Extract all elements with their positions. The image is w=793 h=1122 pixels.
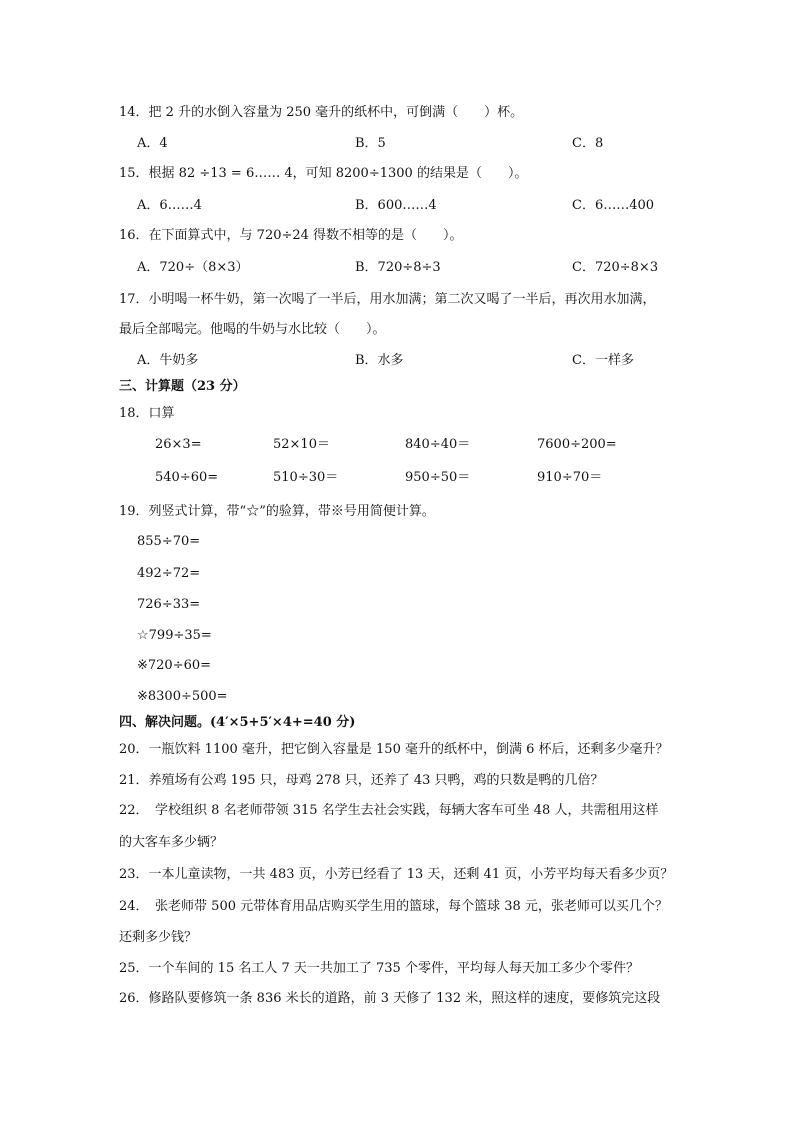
q19-item: ※8300÷500= — [137, 689, 228, 704]
problem-q22-line1: 22． 学校组织 8 名老师带领 315 名学生去社会实践，每辆大客车可坐 48 人，共需租用这样 — [119, 803, 659, 818]
q15-text: 15．根据 82 ÷13 = 6…… 4，可知 8200÷1300 的结果是（ ）。 — [119, 166, 528, 181]
q19-item: 855÷70= — [137, 534, 201, 549]
q19-item: 726÷33= — [137, 597, 201, 612]
q18-item: 950÷50＝ — [405, 470, 471, 485]
q15-option-a: A．6……4 — [137, 198, 202, 213]
q18-item: 910÷70＝ — [537, 470, 603, 485]
q14-option-a: A．4 — [137, 136, 168, 151]
problem-q22-line2: 的大客车多少辆？ — [119, 835, 224, 850]
q18-item: 52×10＝ — [273, 437, 330, 452]
problem-q23: 23．一本儿童读物，一共 483 页，小芳已经看了 13 天，还剩 41 页，小芳平均每天看多少页？ — [119, 867, 674, 882]
q19-title: 19．列竖式计算，带“☆”的验算，带※号用简便计算。 — [119, 504, 435, 519]
q16-option-a: A．720÷（8×3） — [137, 260, 249, 275]
q18-item: 510÷30＝ — [273, 470, 339, 485]
q19-item: 492÷72= — [137, 566, 201, 581]
q17-option-b: B．水多 — [355, 353, 404, 368]
problem-q24-line2: 还剩多少钱？ — [119, 930, 198, 945]
q18-item: 840÷40＝ — [405, 437, 471, 452]
q18-item: 26×3= — [155, 437, 202, 452]
q18-item: 7600÷200= — [537, 437, 617, 452]
q17-option-c: C．一样多 — [572, 353, 634, 368]
q17-text-line1: 17．小明喝一杯牛奶，第一次喝了一半后，用水加满；第二次又喝了一半后，再次用水加满， — [119, 292, 656, 307]
problem-q24-line1: 24． 张老师带 500 元带体育用品店购买学生用的篮球，每个篮球 38 元，张老师可以买几个？ — [119, 899, 668, 914]
section3-heading: 三、计算题（23 分） — [119, 379, 246, 394]
q16-option-c: C．720÷8×3 — [572, 260, 659, 275]
q18-title: 18．口算 — [119, 406, 175, 421]
problem-q25: 25．一个车间的 15 名工人 7 天一共加工了 735 个零件，平均每人每天加工多少个零件？ — [119, 961, 639, 976]
q16-option-b: B．720÷8÷3 — [355, 260, 441, 275]
problem-q20: 20．一瓶饮料 1100 毫升，把它倒入容量是 150 毫升的纸杯中，倒满 6 杯后，还剩多少毫升？ — [119, 742, 669, 757]
q14-option-c: C．8 — [572, 136, 604, 151]
q17-text-line2: 最后全部喝完。他喝的牛奶与水比较（ ）。 — [119, 322, 386, 337]
section4-heading: 四、解决问题。(4′×5+5′×4+=40 分) — [119, 715, 356, 730]
q15-option-b: B．600……4 — [355, 198, 437, 213]
problem-q21: 21．养殖场有公鸡 195 只，母鸡 278 只，还养了 43 只鸭，鸡的只数是鸭的几倍？ — [119, 773, 604, 788]
q19-item: ※720÷60= — [137, 658, 212, 673]
q16-text: 16．在下面算式中，与 720÷24 得数不相等的是（ ）。 — [119, 228, 463, 243]
problem-q26: 26．修路队要修筑一条 836 米长的道路，前 3 天修了 132 米，照这样的速度，要修筑完这段 — [119, 991, 661, 1006]
q19-item: ☆799÷35= — [137, 628, 212, 643]
q17-option-a: A．牛奶多 — [137, 353, 199, 368]
q14-option-b: B．5 — [355, 136, 386, 151]
q14-text: 14．把 2 升的水倒入容量为 250 毫升的纸杯中，可倒满（ ）杯。 — [119, 105, 524, 120]
q15-option-c: C．6……400 — [572, 198, 655, 213]
q18-item: 540÷60= — [155, 470, 219, 485]
